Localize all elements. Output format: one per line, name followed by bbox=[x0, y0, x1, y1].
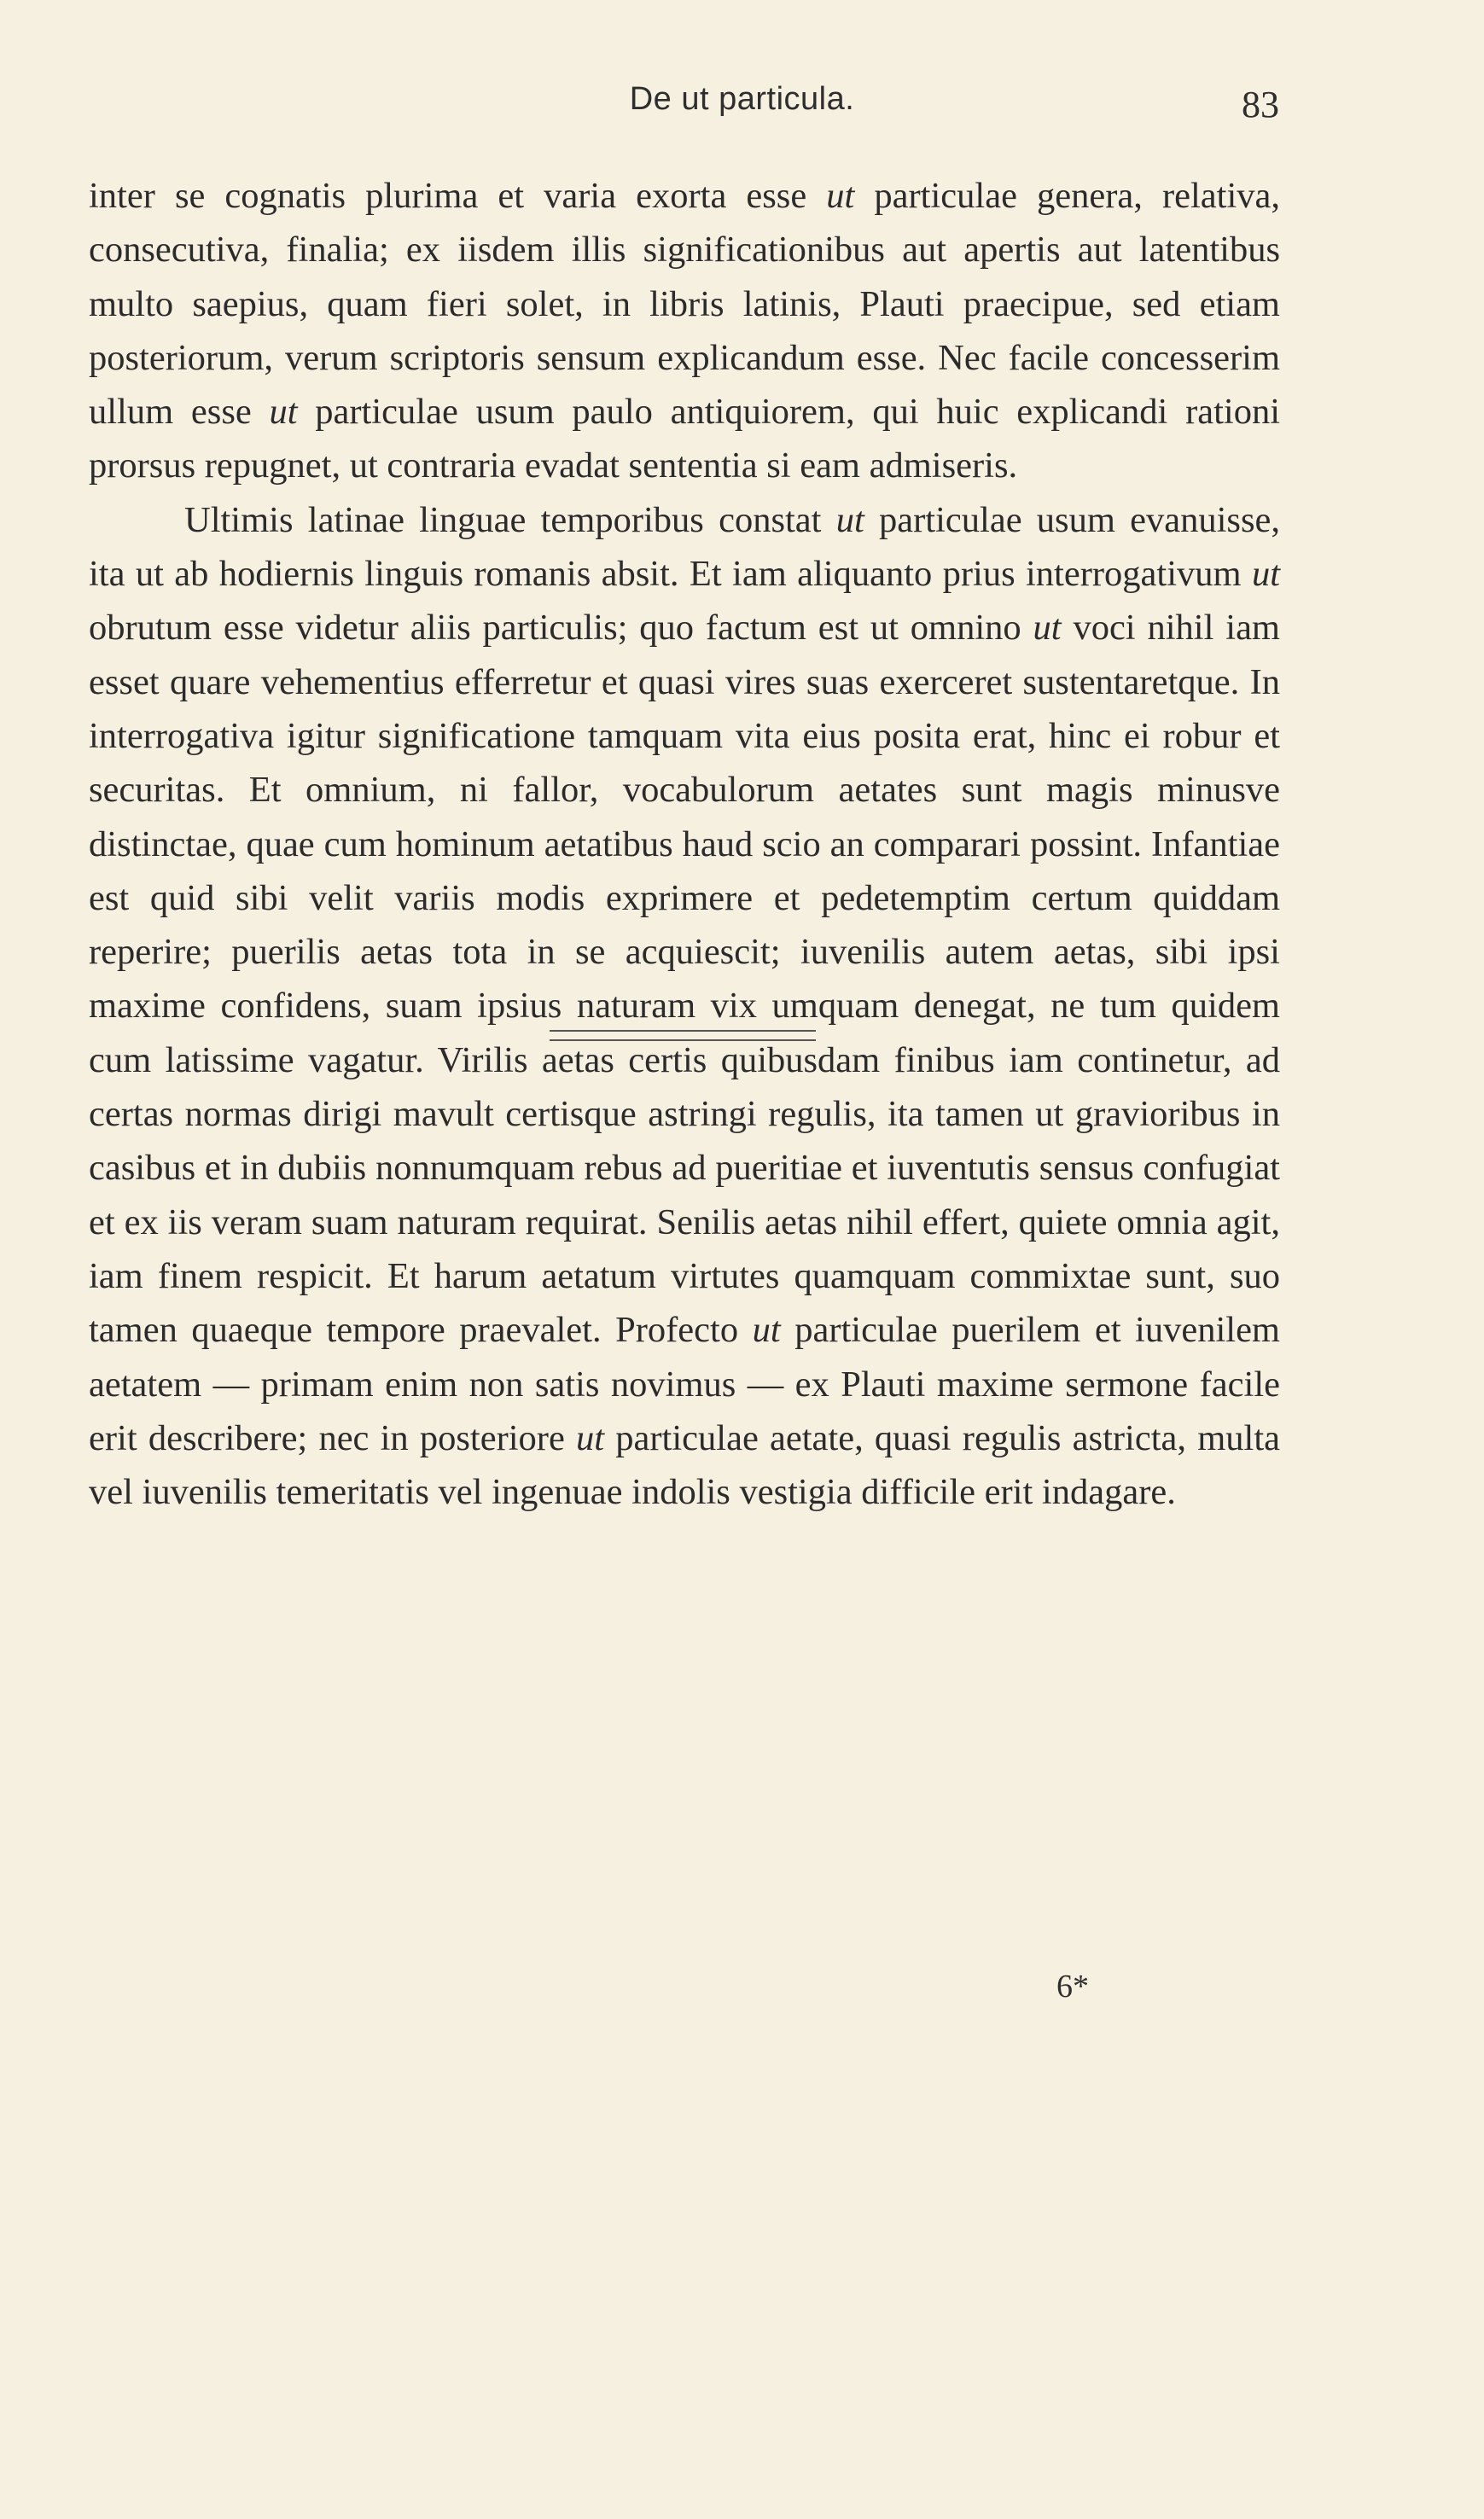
text-run: particulae aetate, quasi regulis astricta, multa vel iuvenilis temeritatis vel ingenuae indolis vestigia difficile erit indagare. bbox=[89, 1417, 1280, 1513]
italic-term: ut bbox=[576, 1417, 605, 1458]
text-run: Ultimis latinae linguae temporibus constat bbox=[184, 499, 836, 540]
text-run: particulae usum evanuisse, ita ut ab hodiernis linguis romanis absit. Et iam aliquanto prius interrogativum bbox=[89, 499, 1280, 595]
italic-term: ut bbox=[1033, 608, 1062, 649]
text-run: particulae genera, relativa, consecutiva, finalia; ex iisdem illis significationibus aut apertis aut latentibus multo saepius, quam fieri solet, in libris latinis, Plauti praecipue, sed etiam posteriorum, verum scriptoris sensum explicandum esse. Nec facile concesserim ullum esse bbox=[89, 176, 1280, 433]
italic-term: ut bbox=[826, 176, 855, 216]
paragraph-2 bbox=[89, 493, 1280, 1520]
running-title: De ut particula. bbox=[629, 81, 855, 117]
italic-term: ut bbox=[752, 1310, 781, 1351]
body-text bbox=[89, 169, 1280, 1519]
page-number: 83 bbox=[1242, 84, 1279, 125]
text-run: inter se cognatis plurima et varia exorta esse bbox=[89, 176, 827, 216]
text-run: voci nihil iam esset quare vehementius efferretur et quasi vires suas exerceret sustentaretque. In interrogativa igitur significatione tamquam vita eius posita erat, hinc ei robur et securitas. Et omnium, ni fallor, vocabulorum aetates sunt magis minusve distinctae, quae cum hominum aetatibus haud scio an comparari possint. Infantiae est quid sibi velit variis modis exprimere et pedetemptim certum quiddam reperire; puerilis aetas tota in se acquiescit; iuvenilis autem aetas, sibi ipsi maxime confidens, suam ipsius naturam vix umquam denegat, ne tum quidem cum latissime vagatur. Virilis aetas certis quibusdam finibus iam continetur, ad certas normas dirigi mavult certisque astringi regulis, ita tamen ut gravioribus in casibus et in dubiis nonnumquam rebus ad pueritiae et iuventutis sensus confugiat et ex iis veram suam naturam requirat. Senilis aetas nihil effert, quiete omnia agit, iam finem respicit. Et harum aetatum virtutes quamquam commixtae sunt, suo tamen quaeque tempore praevalet. Profecto bbox=[89, 608, 1280, 1351]
italic-term: ut bbox=[835, 499, 864, 540]
italic-term: ut bbox=[269, 392, 298, 433]
text-run: particulae puerilem et iuvenilem aetatem — primam enim non satis novimus — ex Plauti maxime sermone facile erit describere; nec in posteriore bbox=[89, 1310, 1280, 1458]
italic-term: ut bbox=[1251, 554, 1280, 595]
text-run: particulae usum paulo antiquiorem, qui huic explicandi rationi prorsus repugnet, ut contraria evadat sententia si eam admiseris. bbox=[89, 392, 1281, 486]
section-end-rule bbox=[550, 1030, 816, 1041]
paragraph-1 bbox=[89, 169, 1280, 493]
signature-mark: 6* bbox=[1056, 1969, 1089, 2004]
text-run: obrutum esse videtur aliis particulis; quo factum est ut omnino bbox=[89, 608, 1033, 649]
running-head bbox=[0, 81, 1484, 132]
